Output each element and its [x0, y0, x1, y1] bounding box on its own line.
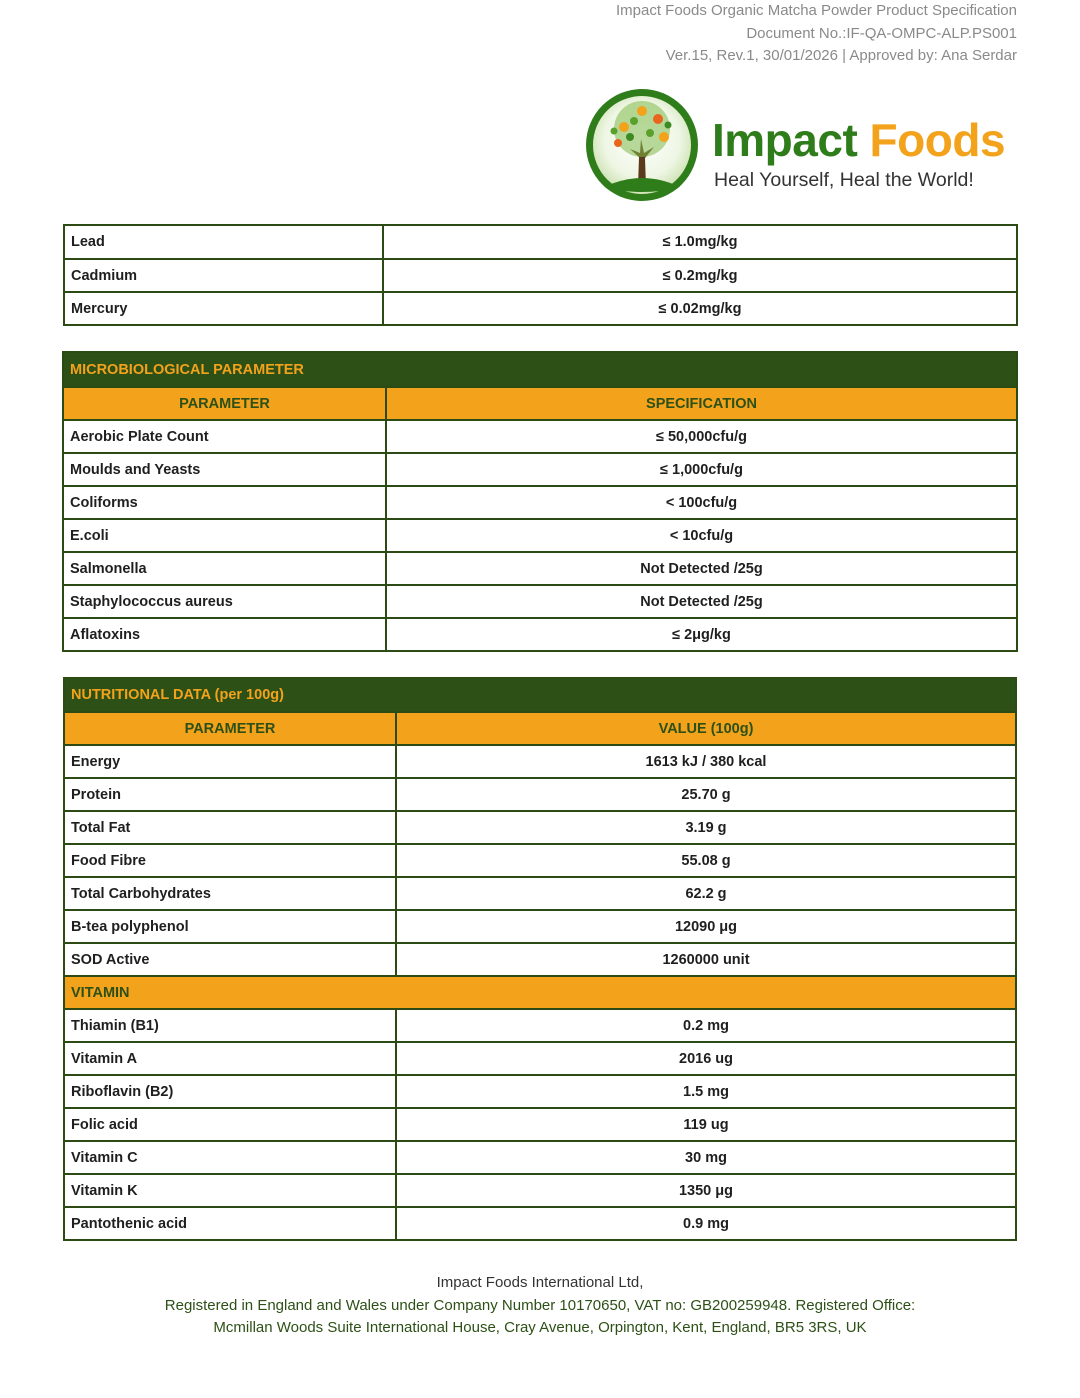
table-row: [63, 486, 1017, 519]
column-header: PARAMETER: [63, 387, 386, 420]
value-cell: 55.08 g: [396, 844, 1016, 877]
column-header: VALUE (100g): [396, 712, 1016, 745]
section-title: NUTRITIONAL DATA (per 100g): [64, 678, 1016, 712]
table-row: [64, 811, 1016, 844]
value-cell: 30 mg: [396, 1141, 1016, 1174]
value-cell: ≤ 1,000cfu/g: [386, 453, 1017, 486]
param-cell: Total Carbohydrates: [64, 877, 396, 910]
footer-company: Impact Foods International Ltd,: [436, 1274, 644, 1291]
param-cell: Aerobic Plate Count: [63, 420, 386, 453]
param-cell: Vitamin K: [64, 1174, 396, 1207]
table-row: [64, 1009, 1016, 1042]
value-cell: 119 ug: [396, 1108, 1016, 1141]
value-cell: ≤ 0.2mg/kg: [383, 259, 1017, 292]
document-version: Ver.15, Rev.1, 30/01/2026 | Approved by: Ana Serdar: [665, 47, 1017, 64]
value-cell: 3.19 g: [396, 811, 1016, 844]
nutritional-table: [63, 677, 1017, 1241]
column-header: PARAMETER: [64, 712, 396, 745]
column-header-row: [64, 712, 1016, 745]
value-cell: 1.5 mg: [396, 1075, 1016, 1108]
value-cell: Not Detected /25g: [386, 585, 1017, 618]
param-cell: SOD Active: [64, 943, 396, 976]
table-row: [64, 292, 1017, 325]
param-cell: Pantothenic acid: [64, 1207, 396, 1240]
document-footer: [0, 1272, 1080, 1340]
document-number: Document No.:IF-QA-OMPC-ALP.PS001: [746, 24, 1017, 42]
footer-registration: Registered in England and Wales under Company Number 10170650, VAT no: GB200259948. Registered Office:: [164, 1296, 916, 1314]
value-cell: Not Detected /25g: [386, 552, 1017, 585]
value-cell: ≤ 2μg/kg: [386, 618, 1017, 651]
section-title: MICROBIOLOGICAL PARAMETER: [63, 352, 1017, 387]
vitamin-section-title: VITAMIN: [64, 976, 1016, 1009]
value-cell: 2016 ug: [396, 1042, 1016, 1075]
table-row: [64, 225, 1017, 259]
param-cell: Thiamin (B1): [64, 1009, 396, 1042]
table-row: [64, 910, 1016, 943]
company-tagline: Heal Yourself, Heal the World!: [714, 169, 974, 191]
param-cell: Salmonella: [63, 552, 386, 585]
param-cell: Staphylococcus aureus: [63, 585, 386, 618]
param-cell: Cadmium: [64, 259, 383, 292]
param-cell: Total Fat: [64, 811, 396, 844]
section-header-row: [63, 352, 1017, 387]
param-cell: Coliforms: [63, 486, 386, 519]
value-cell: ≤ 0.02mg/kg: [383, 292, 1017, 325]
table-row: [64, 1042, 1016, 1075]
value-cell: < 100cfu/g: [386, 486, 1017, 519]
param-cell: Moulds and Yeasts: [63, 453, 386, 486]
table-row: [64, 943, 1016, 976]
column-header-row: [63, 387, 1017, 420]
param-cell: B-tea polyphenol: [64, 910, 396, 943]
value-cell: 1260000 unit: [396, 943, 1016, 976]
heavy-metals-table: [63, 224, 1018, 326]
table-row: [64, 778, 1016, 811]
value-cell: 62.2 g: [396, 877, 1016, 910]
tree-logo-icon: [584, 87, 700, 203]
company-logo: [582, 85, 1022, 210]
value-cell: < 10cfu/g: [386, 519, 1017, 552]
footer-address: Mcmillan Woods Suite International House, Cray Avenue, Orpington, Kent, England, BR5 3RS, UK: [213, 1319, 867, 1336]
value-cell: 12090 μg: [396, 910, 1016, 943]
table-row: [64, 1141, 1016, 1174]
param-cell: Vitamin A: [64, 1042, 396, 1075]
table-row: [64, 877, 1016, 910]
section-header-row: [64, 678, 1016, 712]
table-row: [63, 453, 1017, 486]
table-row: [64, 1075, 1016, 1108]
column-header: SPECIFICATION: [386, 387, 1017, 420]
document-title: Impact Foods Organic Matcha Powder Product Specification: [615, 2, 1017, 19]
param-cell: Riboflavin (B2): [64, 1075, 396, 1108]
value-cell: 1613 kJ / 380 kcal: [396, 745, 1016, 778]
value-cell: 25.70 g: [396, 778, 1016, 811]
param-cell: Energy: [64, 745, 396, 778]
param-cell: Lead: [64, 225, 383, 259]
document-header: [616, 0, 1017, 68]
param-cell: Mercury: [64, 292, 383, 325]
param-cell: Aflatoxins: [63, 618, 386, 651]
table-row: [64, 745, 1016, 778]
vitamin-header-row: [64, 976, 1016, 1009]
microbiological-table: [62, 351, 1018, 652]
param-cell: E.coli: [63, 519, 386, 552]
table-row: [63, 585, 1017, 618]
table-row: [63, 420, 1017, 453]
company-name: Impact Foods: [712, 114, 1006, 166]
table-row: [64, 844, 1016, 877]
table-row: [64, 1174, 1016, 1207]
table-row: [63, 618, 1017, 651]
table-row: [63, 519, 1017, 552]
param-cell: Vitamin C: [64, 1141, 396, 1174]
table-row: [63, 552, 1017, 585]
table-row: [64, 1207, 1016, 1240]
table-row: [64, 259, 1017, 292]
value-cell: ≤ 1.0mg/kg: [383, 225, 1017, 259]
value-cell: 0.2 mg: [396, 1009, 1016, 1042]
param-cell: Folic acid: [64, 1108, 396, 1141]
param-cell: Protein: [64, 778, 396, 811]
param-cell: Food Fibre: [64, 844, 396, 877]
value-cell: ≤ 50,000cfu/g: [386, 420, 1017, 453]
value-cell: 1350 μg: [396, 1174, 1016, 1207]
value-cell: 0.9 mg: [396, 1207, 1016, 1240]
table-row: [64, 1108, 1016, 1141]
